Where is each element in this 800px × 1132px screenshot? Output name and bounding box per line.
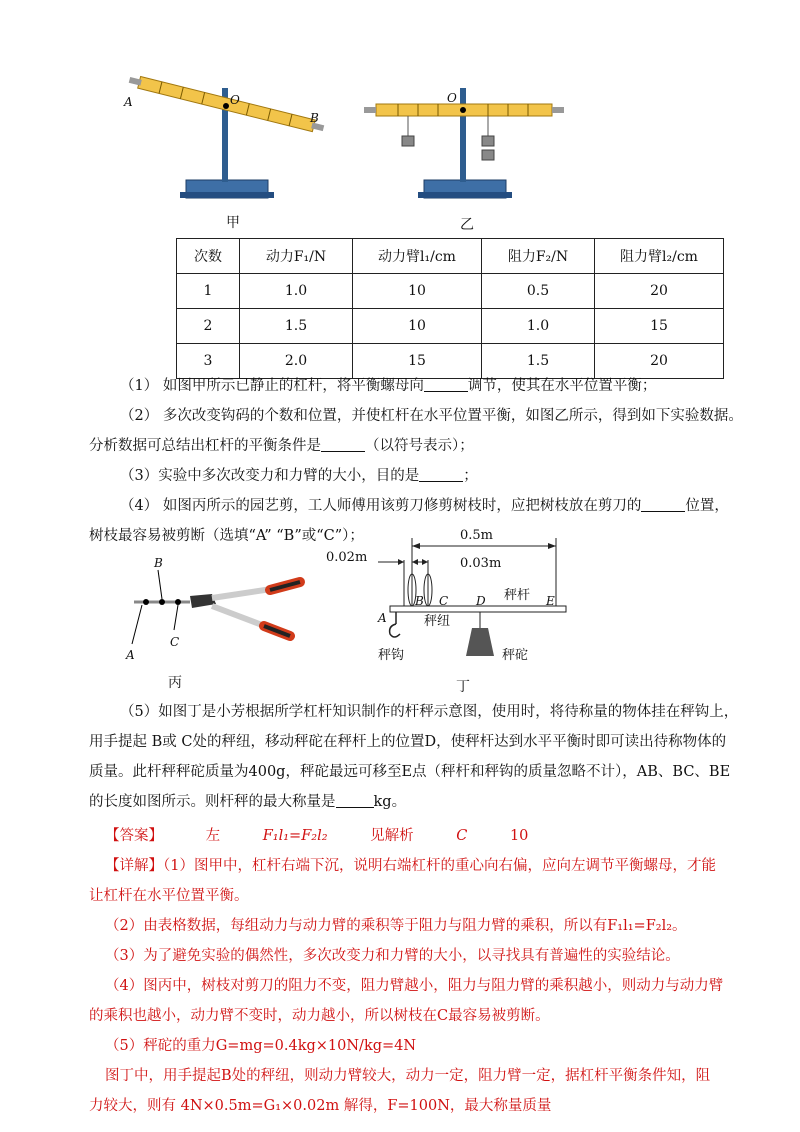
- table-cell: 1: [177, 274, 240, 309]
- question-5-line3: 质量。此杆秤秤砣质量为400g，秤砣最远可移至E点（秤杆和秤钩的质量忽略不计），AB、BC、BE: [89, 764, 731, 780]
- yi-caption: 乙: [460, 217, 474, 233]
- ding-label-C: C: [439, 594, 449, 608]
- table-header: 动力F₁/N: [240, 239, 353, 274]
- table-cell: 20: [595, 274, 724, 309]
- ding-weight-label: 秤砣: [502, 648, 529, 663]
- q3-text-b: ；: [463, 468, 478, 484]
- table-cell: 2.0: [240, 344, 353, 379]
- detail-5: （5）秤砣的重力G=mg=0.4kg×10N/kg=4N: [105, 1038, 417, 1054]
- detail-6-line2: 力较大，则有 4N×0.5m=G₁×0.02m 解得，F=100N，最大称量质量: [89, 1098, 552, 1114]
- ding-label-E: E: [546, 594, 555, 608]
- figure-bing: [120, 550, 320, 685]
- ding-dim-002: 0.02m: [326, 550, 368, 565]
- table-cell: 3: [177, 344, 240, 379]
- detail-3: （3）为了避免实验的偶然性，多次改变力和力臂的大小，以寻找具有普遍性的实验结论。: [105, 948, 680, 964]
- table-cell: 2: [177, 309, 240, 344]
- detail-1-line2: 让杠杆在水平位置平衡。: [89, 888, 249, 904]
- table-row: [177, 274, 724, 309]
- table-cell: 1.5: [482, 344, 595, 379]
- answer-1: 左: [205, 828, 221, 844]
- table-cell: 1.5: [240, 309, 353, 344]
- figure-yi: [360, 80, 570, 205]
- bing-label-C: C: [170, 635, 180, 649]
- ding-dim-003: 0.03m: [460, 556, 502, 571]
- detail-6-line1: 图丁中，用手提起B处的秤纽，则动力臂较大，动力一定，阻力臂一定，据杠杆平衡条件知，阻: [105, 1068, 711, 1084]
- table-cell: 15: [353, 344, 482, 379]
- q2-text-c: （以符号表示）；: [365, 438, 474, 454]
- table-header: 阻力F₂/N: [482, 239, 595, 274]
- table-header: 次数: [177, 239, 240, 274]
- answer-5: 10: [509, 828, 529, 844]
- detail-4-line1: （4）图丙中，树枝对剪刀的阻力不变，阻力臂越小，阻力与阻力臂的乘积越小，则动力与动力臂: [105, 978, 724, 994]
- jia-label-O: O: [230, 93, 240, 107]
- figure-ding: [320, 524, 580, 674]
- question-1: [120, 376, 656, 396]
- table-cell: 20: [595, 344, 724, 379]
- table-row: [177, 344, 724, 379]
- table-header-row: [177, 239, 724, 274]
- answer-4: C: [456, 828, 468, 844]
- detail-2: （2）由表格数据，每组动力与动力臂的乘积等于阻力与阻力臂的乘积，所以有F₁l₁=F₂l₂。: [105, 918, 687, 934]
- table-cell: 15: [595, 309, 724, 344]
- question-3: [120, 466, 478, 486]
- q5-text-e: kg。: [373, 794, 407, 810]
- answer-line: [105, 826, 528, 846]
- ding-label-A: A: [378, 611, 387, 625]
- question-2-line1: （2） 多次改变钩码的个数和位置，并使杠杆在水平位置平衡，如图乙所示，得到如下实验数据。: [120, 408, 743, 424]
- question-4-line2: 树枝最容易被剪断（选填“A” “B”或“C”）；: [89, 528, 364, 544]
- yi-label-O: O: [447, 91, 457, 105]
- ding-rod-label: 秤杆: [504, 588, 531, 603]
- q1-text-b: 调节，使其在水平位置平衡；: [467, 378, 657, 394]
- ding-hook-label: 秤钩: [378, 648, 405, 663]
- ding-label-B: B: [415, 594, 424, 608]
- question-5-line4: [89, 792, 406, 812]
- data-table: [176, 238, 724, 379]
- question-5-line1: （5）如图丁是小芳根据所学杠杆知识制作的杆秤示意图，使用时，将待称量的物体挂在秤钩上，: [120, 704, 739, 720]
- q4-text-a: （4） 如图丙所示的园艺剪，工人师傅用该剪刀修剪树枝时，应把树枝放在剪刀的: [120, 498, 642, 514]
- q3-text-a: （3）实验中多次改变力和力臂的大小，目的是: [120, 468, 420, 484]
- bing-caption: 丙: [168, 675, 182, 691]
- question-5-line2: 用手提起 B或 C处的秤纽，移动秤砣在秤杆上的位置D，使秤杆达到水平平衡时即可读出待称物体的: [89, 734, 727, 750]
- bing-label-B: B: [154, 556, 163, 570]
- table-header: 动力臂l₁/cm: [353, 239, 482, 274]
- detail-label: 【详解】: [105, 858, 163, 874]
- table-header: 阻力臂l₂/cm: [595, 239, 724, 274]
- table-row: [177, 309, 724, 344]
- answer-3: 见解析: [370, 828, 414, 844]
- jia-label-A: A: [124, 95, 133, 109]
- question-2-line2: [89, 436, 474, 456]
- ding-caption: 丁: [456, 679, 470, 695]
- ding-dim-05: 0.5m: [460, 528, 494, 543]
- table-cell: 0.5: [482, 274, 595, 309]
- q1-text-a: （1） 如图甲所示已静止的杠杆，将平衡螺母向: [120, 378, 424, 394]
- table-cell: 1.0: [240, 274, 353, 309]
- question-4-line1: [120, 496, 729, 516]
- jia-caption: 甲: [226, 215, 240, 231]
- table-cell: 10: [353, 309, 482, 344]
- detail-1a: （1）图甲中，杠杆右端下沉，说明右端杠杆的重心向右偏，应向左调节平衡螺母，才能: [163, 858, 716, 874]
- q2-text-b: 分析数据可总结出杠杆的平衡条件是: [89, 438, 321, 454]
- jia-label-B: B: [310, 111, 319, 125]
- table-cell: 10: [353, 274, 482, 309]
- figure-jia: [118, 70, 338, 205]
- answer-2: F₁l₁=F₂l₂: [262, 828, 328, 844]
- answer-label: 【答案】: [105, 828, 163, 844]
- ding-label-D: D: [476, 594, 486, 608]
- ding-niu-label: 秤纽: [424, 614, 451, 629]
- detail-1-line1: [105, 856, 716, 876]
- bing-label-A: A: [126, 648, 135, 662]
- detail-4-line2: 的乘积也越小，动力臂不变时，动力越小，所以树枝在C最容易被剪断。: [89, 1008, 550, 1024]
- table-cell: 1.0: [482, 309, 595, 344]
- q5-text-d: 的长度如图所示。则杆秤的最大称量是: [89, 794, 336, 810]
- q4-text-b: 位置，: [685, 498, 729, 514]
